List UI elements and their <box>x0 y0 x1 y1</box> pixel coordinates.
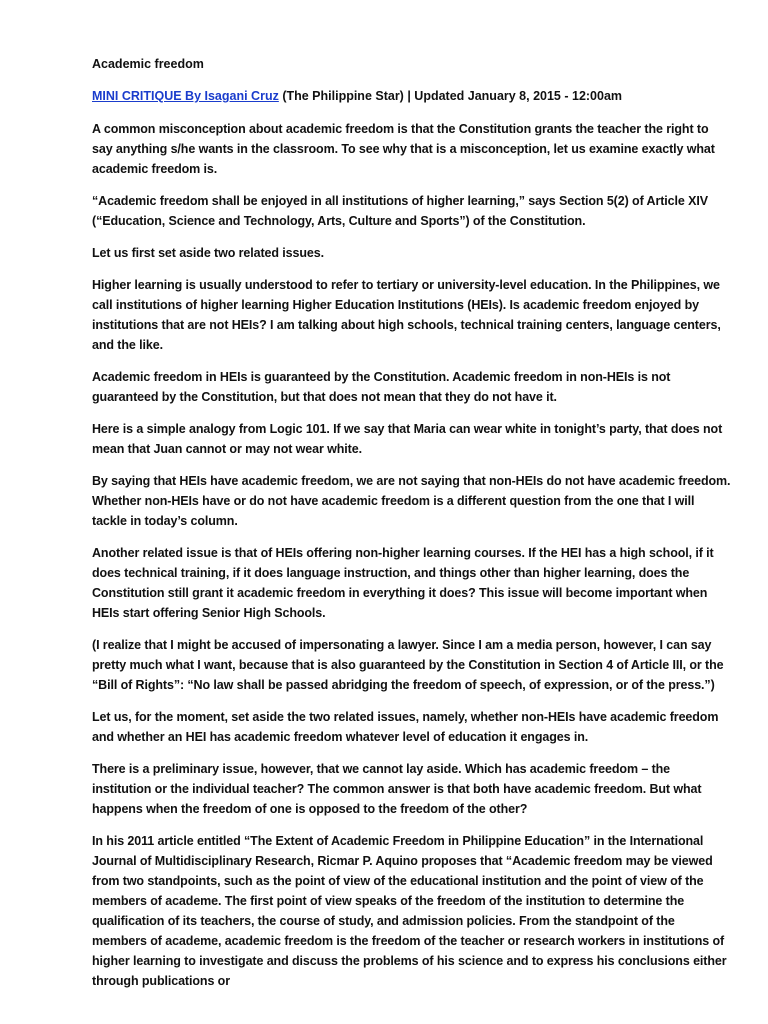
paragraph: A common misconception about academic freedom is that the Constitution grants the teacher the right to say anything s/he wants in the classroom. To see why that is a misconception, let us examine exactly what academic freedom is. <box>92 122 715 176</box>
byline-source: (The Philippine Star) | Updated January 8, 2015 - 12:00am <box>278 89 623 103</box>
paragraph: Here is a simple analogy from Logic 101. If we say that Maria can wear white in tonight’s party, that does not mean that Juan cannot or may not wear white. <box>92 422 723 456</box>
article <box>92 55 732 1003</box>
paragraph: Another related issue is that of HEIs offering non-higher learning courses. If the HEI has a high school, if it does technical training, if it does language instruction, and things other than higher learning, does the Constitution still grant it academic freedom in everything it does? This issue will become important when HEIs start offering Senior High Schools. <box>92 546 714 620</box>
author-link[interactable]: MINI CRITIQUE By Isagani Cruz <box>92 89 279 103</box>
paragraph: (I realize that I might be accused of impersonating a lawyer. Since I am a media person, however, I can say pretty much what I want, because that is also guaranteed by the Constitution in Section 4 of Article III, or the “Bill of Rights”: “No law shall be passed abridging the freedom of speech, of expression, or of the press.”) <box>92 638 724 692</box>
paragraph: Let us first set aside two related issues. <box>92 246 324 260</box>
paragraph: “Academic freedom shall be enjoyed in all institutions of higher learning,” says Section 5(2) of Article XIV (“Education, Science and Technology, Arts, Culture and Sports”) of the Constitution. <box>92 194 708 228</box>
article-title: Academic freedom <box>92 57 204 71</box>
article-byline <box>92 87 732 105</box>
paragraph: In his 2011 article entitled “The Extent of Academic Freedom in Philippine Education” in the International Journal of Multidisciplinary Research, Ricmar P. Aquino proposes that “Academic freedom may be viewed from two standpoints, such as the point of view of the educational institution and the point of view of the members of academe. The first point of view speaks of the freedom of the institution to determine the qualification of its teachers, the course of study, and admission policies. From the standpoint of the members of academe, academic freedom is the freedom of the teacher or research workers in institutions of higher learning to investigate and discuss the problems of his science and to express his conclusions either through publications or <box>92 834 727 988</box>
paragraph: There is a preliminary issue, however, that we cannot lay aside. Which has academic freedom – the institution or the individual teacher? The common answer is that both have academic freedom. But what happens when the freedom of one is opposed to the freedom of the other? <box>92 762 702 816</box>
paragraph: By saying that HEIs have academic freedom, we are not saying that non-HEIs do not have academic freedom. Whether non-HEIs have or do not have academic freedom is a different question from the one that I will tackle in today’s column. <box>92 474 731 528</box>
paragraph: Let us, for the moment, set aside the two related issues, namely, whether non-HEIs have academic freedom and whether an HEI has academic freedom whatever level of education it engages in. <box>92 710 719 744</box>
paragraph: Academic freedom in HEIs is guaranteed by the Constitution. Academic freedom in non-HEIs is not guaranteed by the Constitution, but that does not mean that they do not have it. <box>92 370 671 404</box>
paragraph: Higher learning is usually understood to refer to tertiary or university-level education. In the Philippines, we call institutions of higher learning Higher Education Institutions (HEIs). Is academic freedom enjoyed by institutions that are not HEIs? I am talking about high schools, technical training centers, language centers, and the like. <box>92 278 721 352</box>
